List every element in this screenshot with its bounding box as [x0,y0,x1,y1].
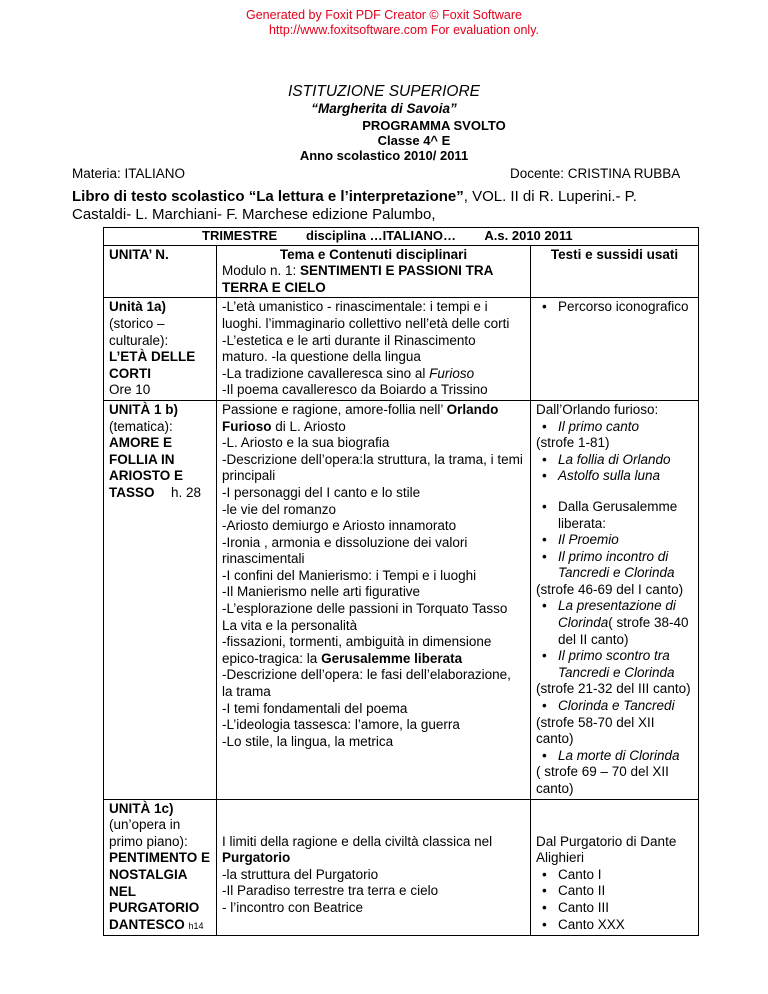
textbook-title: “La lettura e l’interpretazione” [248,188,464,205]
list-item: • Percorso iconografico [536,299,693,316]
foxit-watermark [0,8,768,37]
list-item: • Dalla Gerusalemme liberata: [536,499,693,532]
watermark-line1: Generated by Foxit PDF Creator © Foxit Software [246,8,522,22]
unit-1b-cell: UNITÀ 1 b) (tematica): AMORE E FOLLIA IN ARIOSTO E TASSO h. 28 [104,400,217,799]
list-item: • Clorinda e Tancredi [536,698,693,715]
textbook-line [72,188,692,223]
module-title: Modulo n. 1: SENTIMENTI E PASSIONI TRA TERRA E CIELO [222,263,493,295]
program-title: PROGRAMMA SVOLTO [362,118,506,133]
unit-1a-cell: Unità 1a) (storico – culturale): L’ETÀ DELLE CORTI Ore 10 [104,298,217,401]
term-cell: TRIMESTRE disciplina …ITALIANO… A.s. 2010 2011 [104,228,699,246]
textbook-authors: , VOL. II di R. Luperini.- P. Castaldi- L. Marchiani- F. Marchese edizione Palumbo, [72,188,637,223]
unit-1b-contents: Passione e ragione, amore-follia nell’ Orlando Furioso di L. Ariosto -L. Ariosto e la sua biografia -Descrizione dell’opera:la struttura, la trama, i temi principali -I personaggi del I canto e lo stile -le vie del romanzo -Ariosto demiurgo e Ariosto innamorato -Ironia , armonia e dissoluzione dei valori rinascimentali -I confini del Manierismo: i Tempi e i luoghi -Il Manierismo nelle arti figurative -L’esplorazione delle passioni in Torquato Tasso La vita e la personalità -fissazioni, tormenti, ambiguità in dimensione epico-tragica: la Gerusalemme liberata -Descrizione dell’opera: le fasi dell’elaborazione, la trama -I temi fondamentali del poema -L’ideologia tassesca: l’amore, la guerra -Lo stile, la lingua, la metrica [217,400,531,799]
school-year: Anno scolastico 2010/ 2011 [299,148,469,163]
unit-1c-contents: I limiti della ragione e della civiltà classica nel Purgatorio -la struttura del Purgatorio -Il Paradiso terrestre tra terra e cielo - l’incontro con Beatrice [217,799,531,936]
list-item: • Il Proemio [536,532,693,549]
teacher-label: Docente: CRISTINA RUBBA [510,166,681,181]
list-item: • La morte di Clorinda [536,748,693,765]
table-row-unit-1b [104,400,699,799]
unit-1b-texts: Dall’Orlando furioso: • Il primo canto (strofe 1-81) • La follia di Orlando • Astolfo sulla luna • Dalla Gerusalemme liberata: • Il Proemio • Il primo incontro di Tancredi e Clorinda (strofe 46-69 del I canto) • La presentazione di Clorinda( strofe 38-40 del II canto) • Il primo scontro tra Tancredi e Clorinda (strofe 21-32 del III canto) • Clorinda e Tancredi (strofe 58-70 del XII canto) • La morte di Clorinda ( strofe 69 – 70 del XII canto) [531,400,699,799]
list-item: • Il primo canto [536,419,693,436]
list-item: • Il primo scontro tra Tancredi e Clorinda [536,648,693,681]
list-item: • La follia di Orlando [536,452,693,469]
list-item: • Canto I [536,867,693,884]
school-name: “Margherita di Savoia” [311,101,457,116]
list-item: • Canto II [536,883,693,900]
program-table [103,227,699,936]
col-unit-header: UNITA’ N. [104,245,217,298]
unit-1a-texts [531,298,699,401]
subject-label: Materia: ITALIANO [72,166,186,181]
module-cell [217,245,531,298]
unit-1a-contents: -L’età umanistico - rinascimentale: i tempi e i luoghi. l’immaginario collettivo nell’età delle corti -L’estetica e le arti durante il Rinascimento maturo. -la questione della lingua -La tradizione cavalleresca sino al Furioso -Il poema cavalleresco da Boiardo a Trissino [217,298,531,401]
col-texts-header: Testi e sussidi usati [531,245,699,298]
term-row [104,228,699,246]
list-item: • Canto III [536,900,693,917]
table-row-unit-1a [104,298,699,401]
col-content-header: Tema e Contenuti disciplinari [279,246,468,262]
institution-heading: ISTITUZIONE SUPERIORE [287,83,481,100]
textbook-prefix: Libro di testo scolastico [72,188,249,205]
list-item: • Il primo incontro di Tancredi e Clorinda [536,549,693,582]
list-item: • Astolfo sulla luna [536,468,693,485]
list-item: • La presentazione di Clorinda( strofe 38-40 del II canto) [536,598,693,648]
unit-1c-cell: UNITÀ 1c) (un’opera in primo piano): PENTIMENTO E NOSTALGIA NEL PURGATORIO DANTESCO h14 [104,799,217,936]
table-header-row [104,245,699,298]
unit-1c-texts: Dal Purgatorio di Dante Alighieri • Canto I • Canto II • Canto III • Canto XXX [531,799,699,936]
table-row-unit-1c [104,799,699,936]
class-label: Classe 4^ E [377,133,451,148]
list-item: • Canto XXX [536,917,693,934]
watermark-line2: http://www.foxitsoftware.com For evaluation only. [268,22,540,37]
